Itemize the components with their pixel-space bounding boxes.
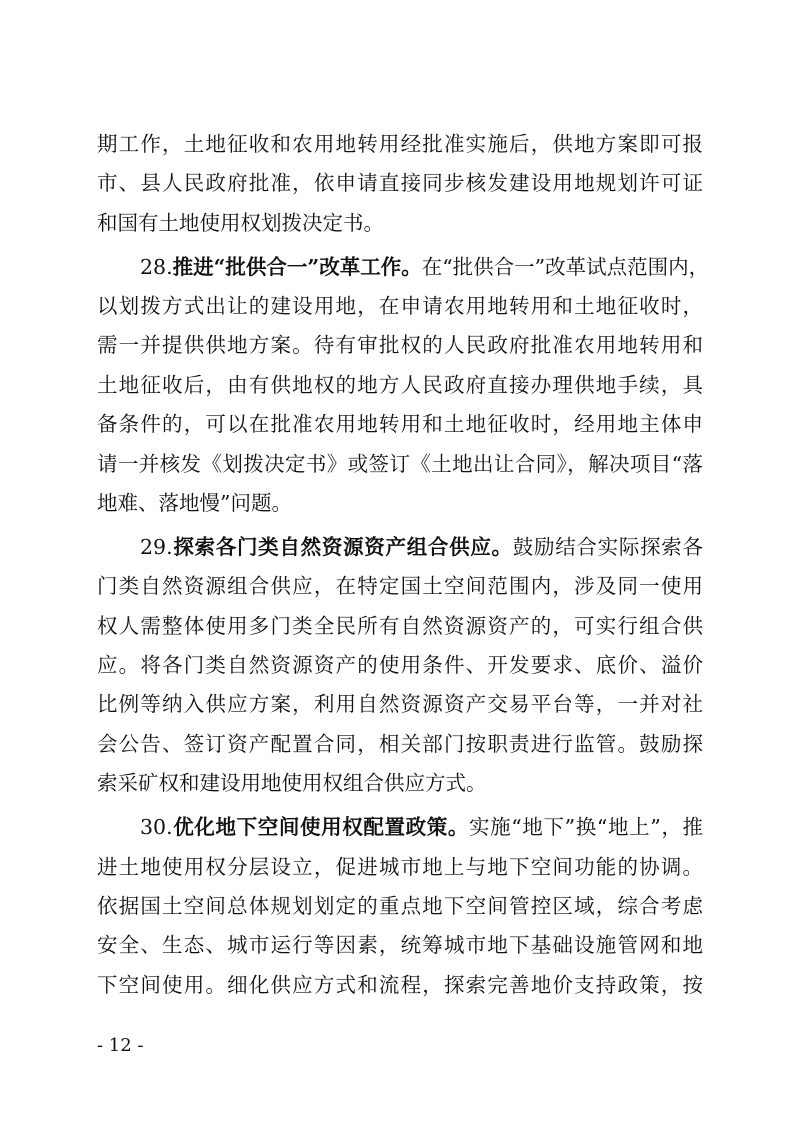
article-30-lead-text: 实施“地下”换“地上”，推 <box>469 815 704 840</box>
text-line: 备条件的，可以在批准农用地转用和土地征收时，经用地主体申 <box>97 412 703 437</box>
text-line: 需一并提供供地方案。待有审批权的人民政府批准农用地转用和 <box>97 333 703 358</box>
article-28-paragraph <box>97 248 710 524</box>
text-line: 索采矿权和建设用地使用权组合供应方式。 <box>97 771 487 796</box>
text-line: 土地征收后，由有供地权的地方人民政府直接办理供地手续，具 <box>97 372 703 397</box>
body-text <box>97 125 710 1005</box>
article-29-lead-text: 鼓励结合实际探索各 <box>512 534 704 559</box>
text-line: 应。将各门类自然资源资产的使用条件、开发要求、底价、溢价 <box>97 653 703 678</box>
text-line: 门类自然资源组合供应，在特定国土空间范围内，涉及同一使用 <box>97 574 703 599</box>
text-line: 和国有土地使用权划拨决定书。 <box>97 210 384 235</box>
article-30-first-line <box>97 808 703 847</box>
text-line: 比例等纳入供应方案，利用自然资源资产交易平台等，一并对社 <box>97 692 703 717</box>
article-29-paragraph <box>97 528 703 804</box>
article-28-lead-text: 在“批供合一”改革试点范围内， <box>421 254 710 279</box>
article-30-heading: 优化地下空间使用权配置政策。 <box>172 815 470 840</box>
page-number: - 12 - <box>97 1035 144 1056</box>
text-line: 地难、落地慢”问题。 <box>97 491 292 516</box>
text-line: 权人需整体使用多门类全民所有自然资源资产的，可实行组合供 <box>97 613 703 638</box>
continued-paragraph <box>97 125 703 243</box>
article-28-number: 28. <box>140 254 173 279</box>
text-line: 以划拨方式出让的建设用地，在申请农用地转用和土地征收时， <box>97 294 703 319</box>
article-30-number: 30. <box>140 815 173 840</box>
article-29-heading: 探索各门类自然资源资产组合供应。 <box>172 534 513 559</box>
text-line: 会公告、签订资产配置合同，相关部门按职责进行监管。鼓励探 <box>97 731 703 756</box>
text-line: 依据国土空间总体规划划定的重点地下空间管控区域，综合考虑 <box>97 893 703 918</box>
article-29-first-line <box>97 528 703 567</box>
article-28-first-line <box>97 248 710 287</box>
article-28-heading: 推进“批供合一”改革工作。 <box>172 254 422 279</box>
text-line: 市、县人民政府批准，依申请直接同步核发建设用地规划许可证 <box>97 171 703 196</box>
text-line: 安全、生态、城市运行等因素，统筹城市地下基础设施管网和地 <box>97 933 703 958</box>
article-30-paragraph <box>97 808 703 1005</box>
text-line: 进土地使用权分层设立，促进城市地上与地下空间功能的协调。 <box>97 854 703 879</box>
article-29-number: 29. <box>140 534 173 559</box>
text-line: 期工作，土地征收和农用地转用经批准实施后，供地方案即可报 <box>97 132 703 156</box>
text-line: 请一并核发《划拨决定书》或签订《土地出让合同》，解决项目“落 <box>97 451 703 476</box>
text-line: 下空间使用。细化供应方式和流程，探索完善地价支持政策，按 <box>97 972 703 997</box>
